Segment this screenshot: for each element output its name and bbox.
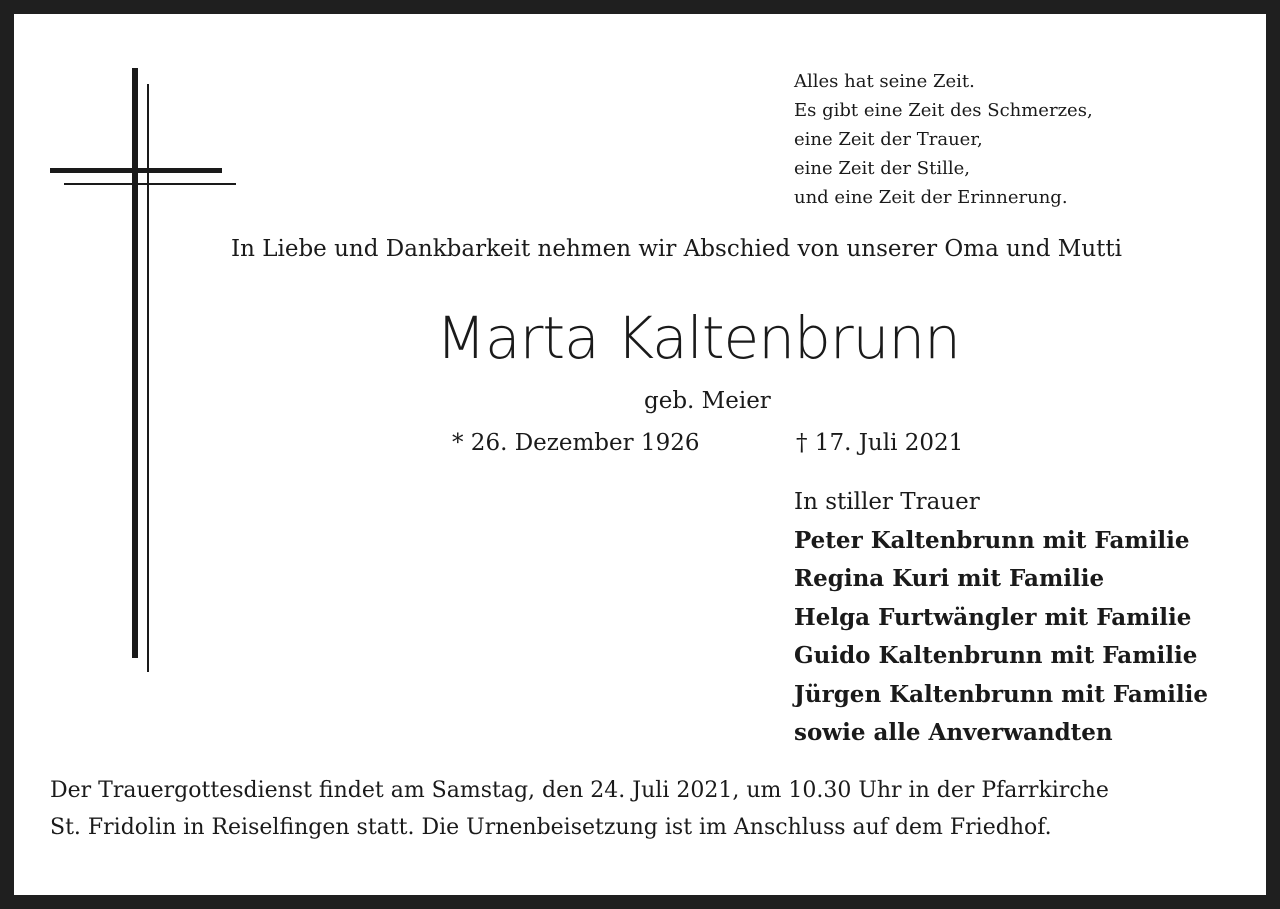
mourner-name: sowie alle Anverwandten bbox=[794, 719, 1113, 746]
mourner-name: Peter Kaltenbrunn mit Familie bbox=[794, 526, 1190, 554]
mourners-block bbox=[794, 483, 1208, 753]
intro-text: In Liebe und Dankbarkeit nehmen wir Abschied von unserer Oma und Mutti bbox=[231, 236, 1122, 262]
mourners-heading: In stiller Trauer bbox=[794, 489, 980, 515]
obituary-card bbox=[14, 14, 1266, 895]
service-line: St. Fridolin in Reiselfingen statt. Die Urnenbeisetzung ist im Anschluss auf dem Friedhof. bbox=[50, 815, 1052, 840]
poem-line: eine Zeit der Stille, bbox=[794, 158, 970, 179]
death-date: † 17. Juli 2021 bbox=[796, 430, 964, 456]
birth-date: * 26. Dezember 1926 bbox=[452, 430, 700, 456]
service-line: Der Trauergottesdienst findet am Samstag, den 24. Juli 2021, um 10.30 Uhr in der Pfarrkirche bbox=[50, 778, 1109, 803]
poem bbox=[794, 67, 1093, 212]
poem-line: Es gibt eine Zeit des Schmerzes, bbox=[794, 100, 1093, 121]
maiden-name: geb. Meier bbox=[644, 388, 771, 414]
cross-vertical-bar bbox=[132, 68, 138, 658]
service-notice bbox=[50, 772, 1109, 846]
cross-horizontal-line bbox=[64, 183, 236, 185]
deceased-name: Marta Kaltenbrunn bbox=[436, 304, 960, 372]
mourner-name: Regina Kuri mit Familie bbox=[794, 565, 1105, 592]
poem-line: Alles hat seine Zeit. bbox=[794, 71, 975, 92]
mourner-name: Helga Furtwängler mit Familie bbox=[794, 603, 1192, 631]
poem-line: eine Zeit der Trauer, bbox=[794, 129, 983, 150]
mourner-name: Guido Kaltenbrunn mit Familie bbox=[794, 642, 1198, 669]
mourner-name: Jürgen Kaltenbrunn mit Familie bbox=[794, 680, 1209, 708]
cross-horizontal-bar bbox=[50, 168, 222, 173]
poem-line: und eine Zeit der Erinnerung. bbox=[794, 187, 1068, 208]
